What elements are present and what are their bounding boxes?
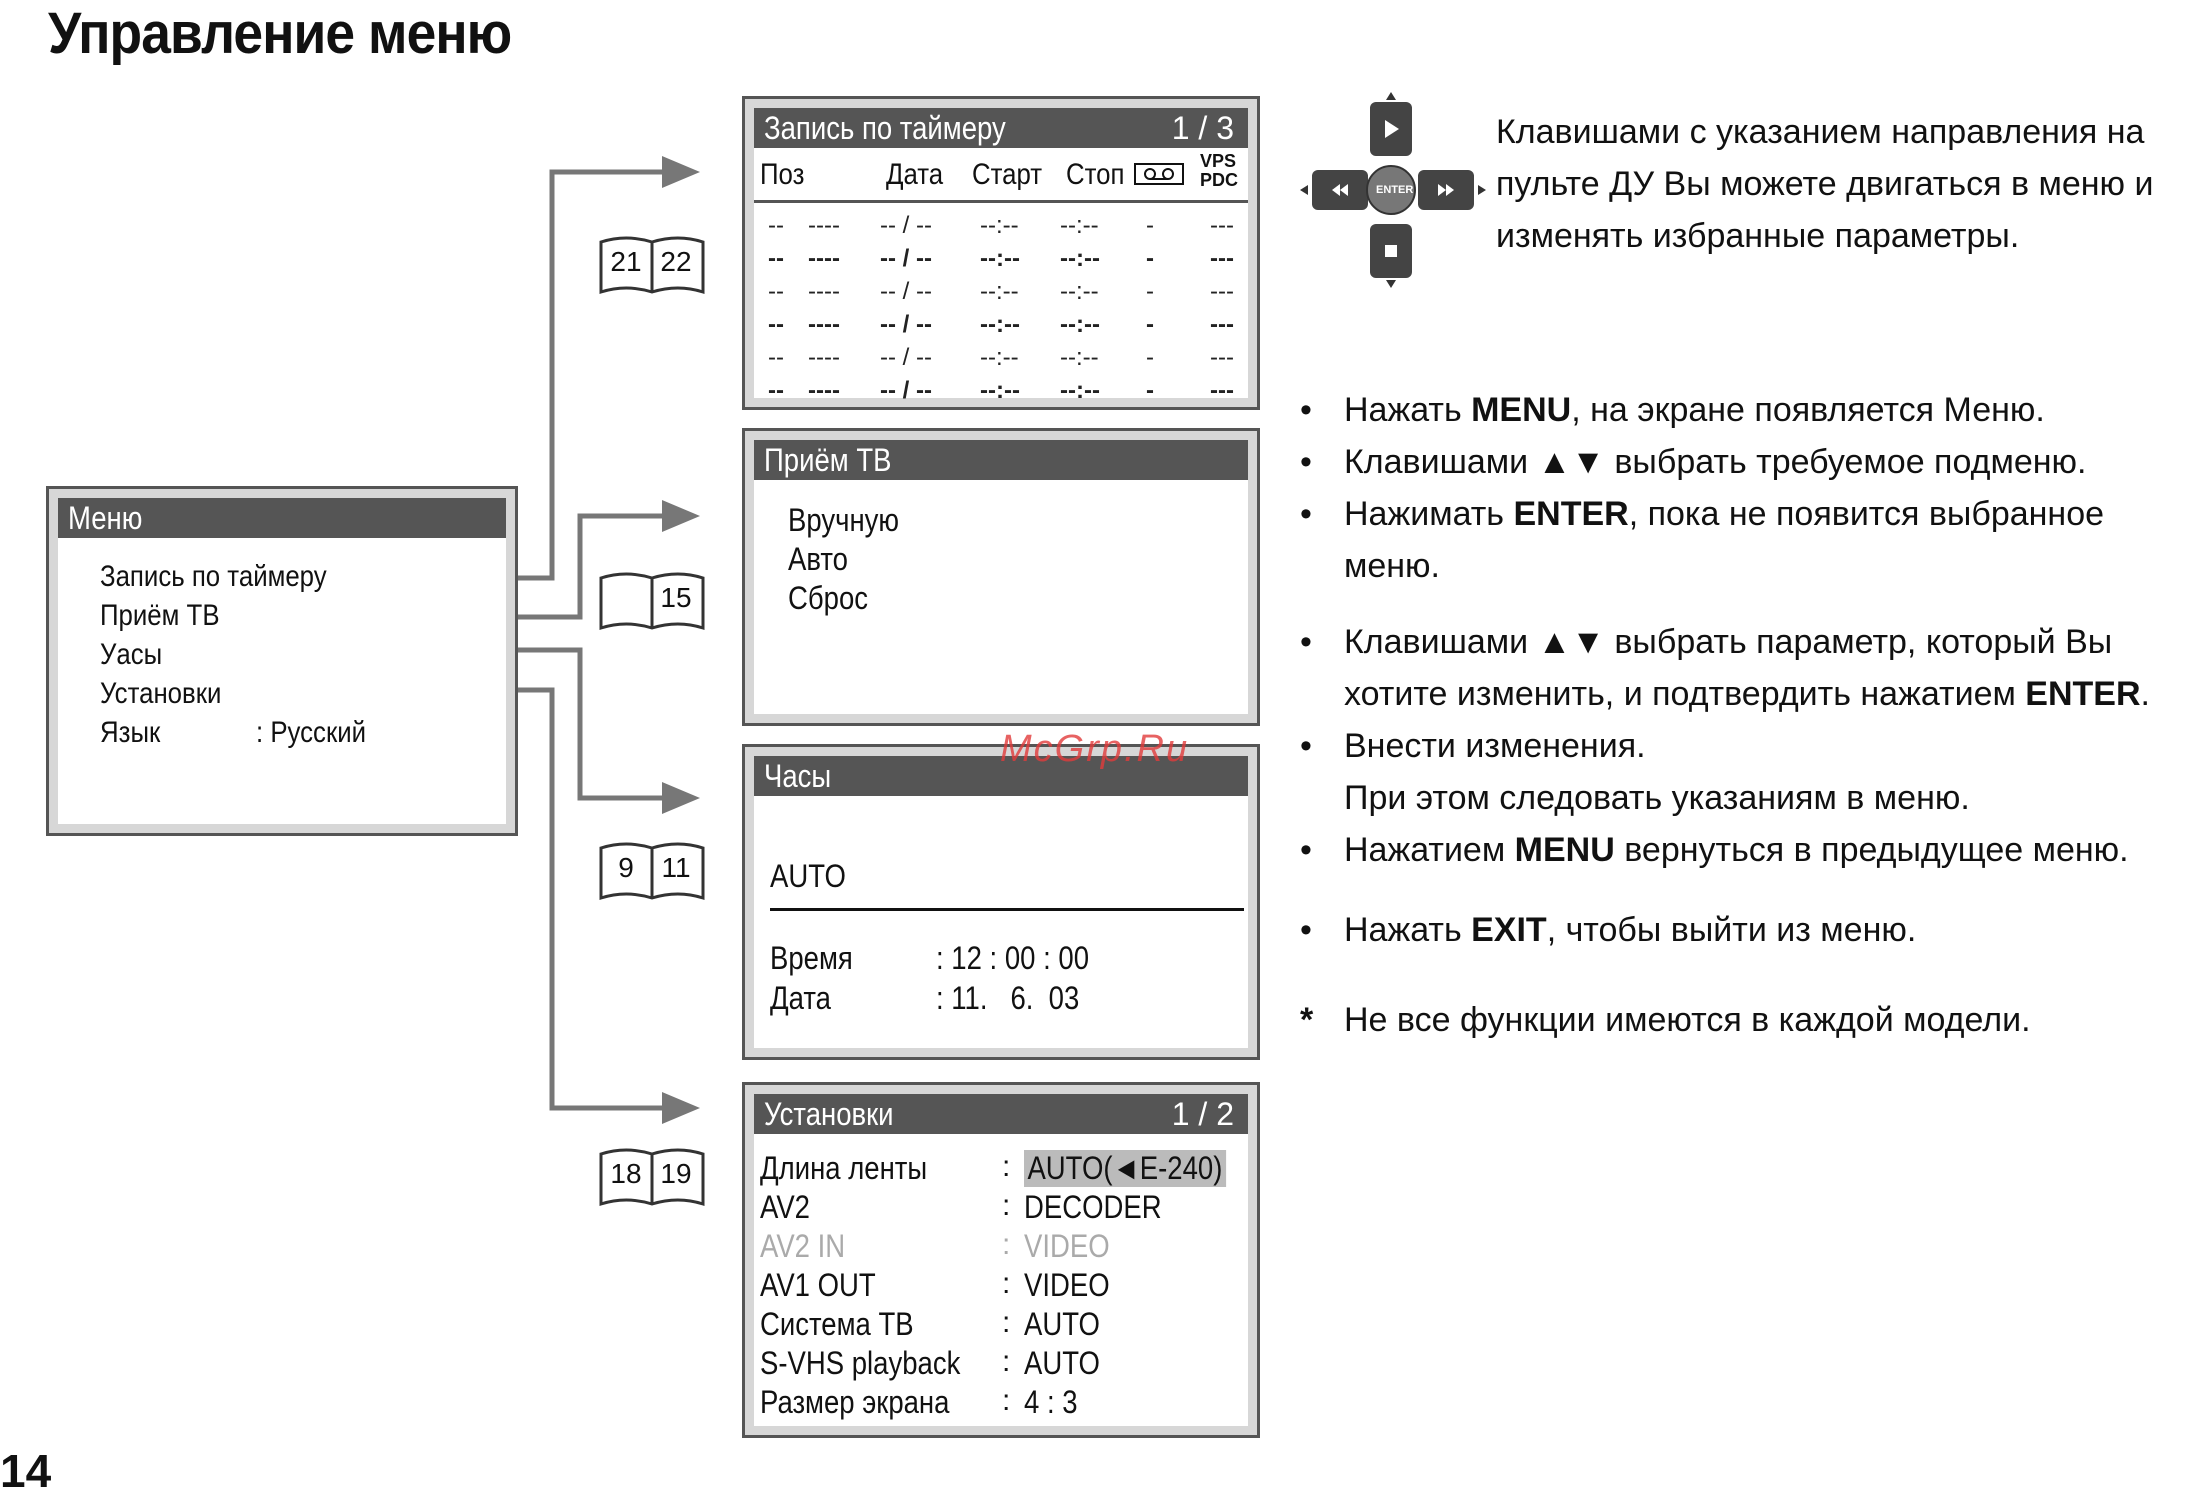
left-rewind-icon[interactable] — [1312, 170, 1368, 210]
language-value: : Русский — [256, 716, 367, 749]
timer-page-indicator: 1 / 3 — [1171, 110, 1234, 146]
up-down-arrows-icon: ▲▼ — [1537, 443, 1605, 481]
timer-cell: --:-- — [1060, 377, 1100, 404]
intro-text: Клавишами с указанием направления на пульте ДУ Вы можете двигаться в меню и изменять избранные параметры. — [1496, 113, 2154, 255]
setting-label: AV2 IN — [760, 1228, 846, 1264]
tv-header: Приём ТВ — [754, 440, 1248, 480]
timer-cell: --:-- — [1060, 245, 1100, 272]
timer-cell: --- — [1210, 311, 1234, 338]
setting-label: S-VHS playback — [760, 1345, 961, 1381]
timer-cell: --:-- — [980, 212, 1019, 239]
main-menu-panel — [46, 486, 518, 836]
settings-page-indicator: 1 / 2 — [1171, 1096, 1234, 1132]
timer-cell: ---- — [808, 377, 840, 404]
setting-value[interactable]: AUTO — [1024, 1345, 1100, 1381]
date-label: Дата — [770, 980, 831, 1016]
setting-value[interactable]: AUTO(◄E-240) — [1024, 1150, 1226, 1187]
timer-cell: -- / -- — [880, 278, 932, 305]
clock-mode[interactable]: AUTO — [770, 858, 846, 894]
setting-value[interactable]: 4 : 3 — [1024, 1384, 1078, 1420]
timer-cell: - — [1146, 245, 1154, 272]
clock-divider — [770, 908, 1244, 911]
timer-cell: -- / -- — [880, 377, 932, 404]
timer-cell: ---- — [808, 278, 840, 305]
timer-cell: --- — [1210, 278, 1234, 305]
remote-nav-pad — [1298, 90, 1488, 290]
timer-cell: - — [1146, 344, 1154, 371]
time-label: Время — [770, 940, 853, 976]
tv-item-reset[interactable]: Сброс — [788, 580, 869, 616]
setting-value[interactable]: VIDEO — [1024, 1267, 1110, 1303]
timer-cell: -- — [768, 212, 784, 239]
page-ref-settings: 18 19 — [598, 1144, 706, 1208]
timer-cell: -- / -- — [880, 245, 932, 272]
col-vps: VPS — [1200, 151, 1237, 171]
page-number: 14 — [0, 1445, 52, 1497]
timer-cell: -- / -- — [880, 212, 932, 239]
timer-cell: - — [1146, 212, 1154, 239]
time-value[interactable]: : 12 : 00 : 00 — [936, 940, 1089, 976]
timer-cell: - — [1146, 278, 1154, 305]
menu-item-clock[interactable]: Уасы — [100, 638, 163, 671]
page-ref-timer: 21 22 — [598, 232, 706, 296]
setting-value[interactable]: DECODER — [1024, 1189, 1162, 1225]
col-pos: Поз — [760, 158, 805, 191]
setting-label: Размер экрана — [760, 1384, 950, 1420]
setting-colon: : — [1002, 1345, 1011, 1378]
setting-colon: : — [1002, 1267, 1011, 1300]
up-play-icon[interactable] — [1370, 102, 1412, 156]
timer-cell: --:-- — [980, 344, 1019, 371]
timer-cell: --:-- — [980, 245, 1020, 272]
timer-cell: --:-- — [980, 377, 1020, 404]
menu-item-tv[interactable]: Приём ТВ — [100, 599, 220, 632]
watermark: McGrp.Ru — [1000, 728, 1190, 770]
timer-column-header — [754, 148, 1248, 203]
setting-label: AV1 OUT — [760, 1267, 876, 1303]
setting-colon: : — [1002, 1189, 1011, 1222]
timer-cell: --:-- — [980, 311, 1020, 338]
down-stop-icon[interactable] — [1370, 224, 1412, 278]
setting-label: AV2 — [760, 1189, 810, 1225]
menu-item-timer[interactable]: Запись по таймеру — [100, 560, 327, 593]
main-menu-header: Меню — [58, 498, 506, 538]
timer-cell: --- — [1210, 344, 1234, 371]
setting-label: Длина ленты — [760, 1150, 928, 1186]
timer-cell: ---- — [808, 311, 840, 338]
timer-cell: --:-- — [1060, 344, 1099, 371]
timer-cell: --:-- — [1060, 311, 1100, 338]
date-value[interactable]: : 11. 6. 03 — [936, 980, 1080, 1016]
enter-label: ENTER — [1376, 184, 1414, 196]
timer-cell: --- — [1210, 212, 1234, 239]
col-date: Дата — [886, 158, 944, 191]
timer-cell: --- — [1210, 245, 1234, 272]
timer-cell: --:-- — [980, 278, 1019, 305]
timer-header: Запись по таймеру 1 / 3 — [754, 108, 1248, 148]
col-start: Старт — [972, 158, 1043, 191]
col-stop: Стоп — [1066, 158, 1125, 191]
timer-cell: --- — [1210, 377, 1234, 404]
up-down-arrows-icon: ▲▼ — [1537, 623, 1605, 661]
clock-panel — [742, 744, 1260, 1060]
timer-cell: ---- — [808, 344, 840, 371]
page-ref-tv: 15 — [598, 568, 706, 632]
timer-cell: -- — [768, 344, 784, 371]
right-forward-icon[interactable] — [1418, 170, 1474, 210]
page-title: Управление меню — [48, 1, 512, 66]
timer-cell: -- — [768, 311, 784, 338]
instructions: • Нажать MENU, на экране появляется Меню. • Клавишами ▲▼ выбрать требуемое подменю. • Нажимать ENTER, пока не появится выбранное меню. • Клавишами ▲▼ выбрать параметр, который Вы хотите изменить, и подтвердить нажатием ENTER. • Внести изменения. При этом следовать указаниям в меню. • Нажатием MENU вернуться в предыдущее меню. • Нажать EXIT, чтобы выйти из меню. * Не все функции имеются в каждой модели. — [1300, 391, 2150, 1039]
setting-colon: : — [1002, 1306, 1011, 1339]
settings-panel — [742, 1082, 1260, 1438]
clock-header: Часы — [754, 756, 1248, 796]
cassette-icon — [1134, 162, 1184, 191]
tv-item-manual[interactable]: Вручную — [788, 502, 900, 538]
menu-item-settings[interactable]: Установки — [100, 677, 222, 710]
timer-cell: -- / -- — [880, 311, 932, 338]
timer-cell: ---- — [808, 245, 840, 272]
setting-colon: : — [1002, 1384, 1011, 1417]
tv-item-auto[interactable]: Авто — [788, 541, 848, 577]
col-pdc: PDC — [1200, 170, 1239, 190]
timer-panel — [742, 96, 1260, 410]
timer-cell: -- — [768, 278, 784, 305]
timer-cell: --:-- — [1060, 278, 1099, 305]
timer-cell: -- / -- — [880, 344, 932, 371]
setting-value[interactable]: AUTO — [1024, 1306, 1100, 1342]
setting-colon: : — [1002, 1228, 1011, 1261]
setting-value[interactable]: VIDEO — [1024, 1228, 1110, 1264]
setting-label: Система ТВ — [760, 1306, 914, 1342]
page-ref-clock: 9 11 — [598, 838, 706, 902]
settings-header: Установки 1 / 2 — [754, 1094, 1248, 1134]
timer-cell: ---- — [808, 212, 840, 239]
timer-cell: -- — [768, 245, 784, 272]
timer-cell: - — [1146, 377, 1154, 404]
menu-item-language[interactable]: Язык — [100, 716, 161, 749]
tv-panel — [742, 428, 1260, 726]
timer-cell: -- — [768, 377, 784, 404]
setting-colon: : — [1002, 1150, 1011, 1183]
timer-cell: --:-- — [1060, 212, 1099, 239]
timer-cell: - — [1146, 311, 1154, 338]
